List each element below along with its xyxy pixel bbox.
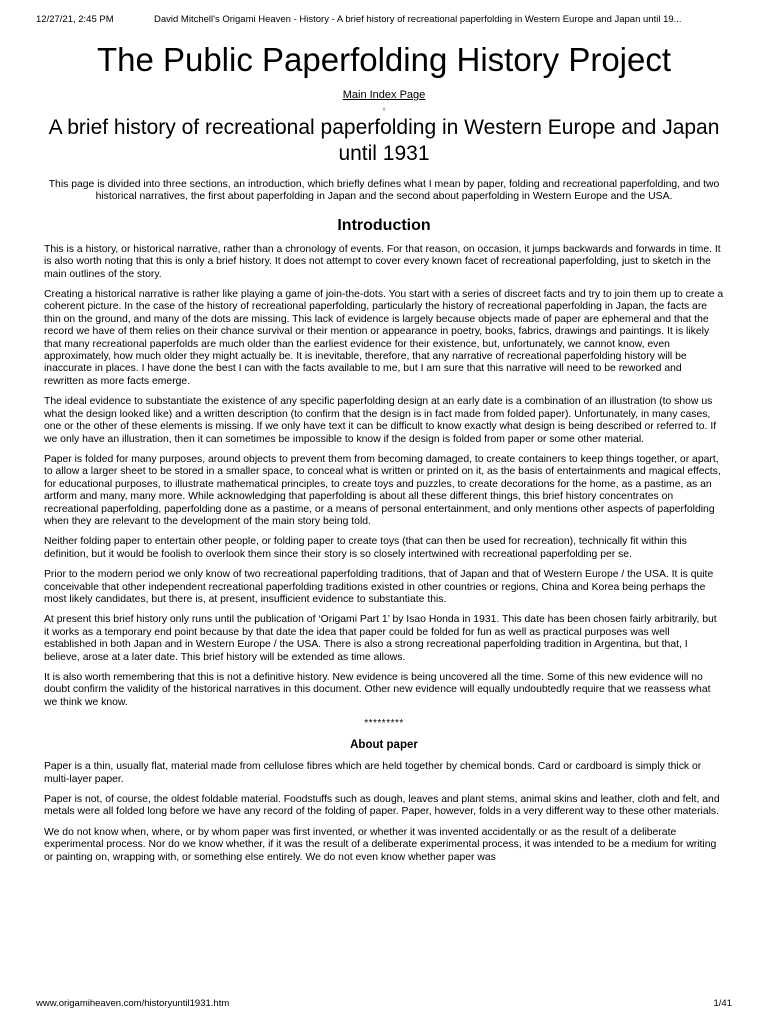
section-separator: ********* bbox=[364, 718, 404, 730]
print-header bbox=[36, 14, 732, 26]
page-heading: A brief history of recreational paperfolding in Western Europe and Japan until 1931 bbox=[48, 116, 720, 165]
main-index-link[interactable]: Main Index Page bbox=[342, 89, 426, 101]
print-datetime: 12/27/21, 2:45 PM bbox=[36, 14, 114, 25]
small-mark: x bbox=[382, 107, 386, 113]
print-document-title: David Mitchell's Origami Heaven - History - A brief history of recreational paperfolding in Western Europe and Japan until 19... bbox=[154, 14, 682, 25]
page-content bbox=[44, 40, 724, 864]
paragraph: At present this brief history only runs until the publication of ‘Origami Part 1’ by Isao Honda in 1931. This date has been chosen fairly arbitrarily, but it works as a temporary end point because by that date the idea that paper could be folded for fun as well as practical purposes was well established in both Japan and in Western Europe / the USA. There is also a strong recreational paperfolding tradition in Argentina, but that, I believe, arose at a later date. This brief history will be extended as time allows. bbox=[44, 614, 717, 663]
paragraph: It is also worth remembering that this is not a definitive history. New evidence is being uncovered all the time. Some of this new evidence will no doubt confirm the validity of the historical narratives in this document. Other new evidence will equally undoubtedly require that we reassess what we think we know. bbox=[44, 672, 711, 708]
paragraph: The ideal evidence to substantiate the existence of any specific paperfolding design at an early date is a combination of an illustration (to show us what the design looked like) and a written description (to confirm that the design is in fact made from folded paper). Unfortunately, in many cases, one or the other of these elements is missing. If we only have text it can be difficult to know exactly what design is being described or referred to. If we only have an illustration, then it can sometimes be impossible to know if the design is folded from paper or some other material. bbox=[44, 396, 717, 445]
introduction-section bbox=[44, 244, 724, 709]
paragraph: Creating a historical narrative is rather like playing a game of join-the-dots. You start with a series of discreet facts and try to join them up to create a coherent picture. In the case of the history of recreational paperfolding, particularly the history of recreational paperfolding in Japan, the facts are thin on the ground, and many of the dots are missing. This lack of evidence is largely because objects made of paper are ephemeral and that the record we have of them relies on their chance survival or their mention or appearance in poetry, books, fabrics, drawings and paintings. It is likely that many recreational paperfolds are much older than the earliest evidence for their existence, but, unfortunately, we cannot know, even approximately, how much older they might actually be. It is inevitable, therefore, that any narrative of recreational paperfolding history will be inaccurate in places. I have done the best I can with the facts available to me, but I am sure that this narrative will need to be reworked and rewritten as more facts emerge. bbox=[44, 289, 724, 387]
page-indicator: 1/41 bbox=[713, 998, 732, 1009]
page-url: www.origamiheaven.com/historyuntil1931.htm bbox=[36, 998, 230, 1009]
section-heading-about-paper: About paper bbox=[350, 739, 418, 752]
paragraph: Neither folding paper to entertain other people, or folding paper to create toys (that can then be used for recreation), technically fit within this definition, but it would be foolish to overlook them since their story is so closely intertwined with recreational paperfolding per se. bbox=[44, 536, 687, 560]
main-index-nav bbox=[44, 88, 724, 102]
paragraph: Prior to the modern period we only know of two recreational paperfolding traditions, that of Japan and that of Western Europe / the USA. It is quite conceivable that other independent recreational paperfolding traditions existed in other countries or regions, China and Korea being perhaps the most likely candidates, but there is, at present, insufficient evidence to substantiate this. bbox=[44, 569, 714, 605]
site-title: The Public Paperfolding History Project bbox=[96, 41, 672, 78]
paragraph: This is a history, or historical narrative, rather than a chronology of events. For that reason, on occasion, it jumps backwards and forwards in time. It is also worth noting that this is only a brief history. It does not attempt to cover every known facet of recreational paperfolding, just to sketch in the main outlines of the story. bbox=[44, 243, 721, 280]
paragraph: Paper is not, of course, the oldest foldable material. Foodstuffs such as dough, leaves and plant stems, animal skins and leather, cloth and felt, and metals were all folded long before we have any record of the folding of paper. Paper, however, folds in a very different way to these other materials. bbox=[44, 794, 720, 818]
section-heading-introduction: Introduction bbox=[337, 216, 431, 234]
about-paper-section bbox=[44, 761, 724, 864]
paragraph: We do not know when, where, or by whom paper was first invented, or whether it was invented accidentally or as the result of a deliberate experimental process. Nor do we know whether, if it was the result of a deliberate experimental process, it was intended to be a medium for writing or painting on, wrapping with, or something else entirely. We do not even know whether paper was bbox=[44, 826, 717, 863]
paragraph: Paper is folded for many purposes, around objects to prevent them from becoming damaged, to create containers to keep things together, or apart, to allow a larger sheet to be stored in a smaller space, to conceal what is written or printed on it, as the basis of entertainments and magical effects, for educational purposes, to illustrate mathematical principles, to create toys and puzzles, to create decorations for the home, as a pastime, as an artform and many, many more. While acknowledging that paperfolding is about all these different things, this brief history concentrates on recreational paperfolding, paperfolding done as a pastime, or a means of personal entertainment, and only mentions other aspects of paperfolding when they are relevant to the development of the main story being told. bbox=[44, 453, 721, 527]
intro-summary: This page is divided into three sections, an introduction, which briefly defines what I mean by paper, folding and recreational paperfolding, and two historical narratives, the first about paperfolding in Japan and the second about paperfolding in Western Europe and the USA. bbox=[48, 179, 720, 203]
print-footer bbox=[36, 998, 732, 1010]
paragraph: Paper is a thin, usually flat, material made from cellulose fibres which are held together by chemical bonds. Card or cardboard is simply thick or multi-layer paper. bbox=[44, 761, 702, 785]
